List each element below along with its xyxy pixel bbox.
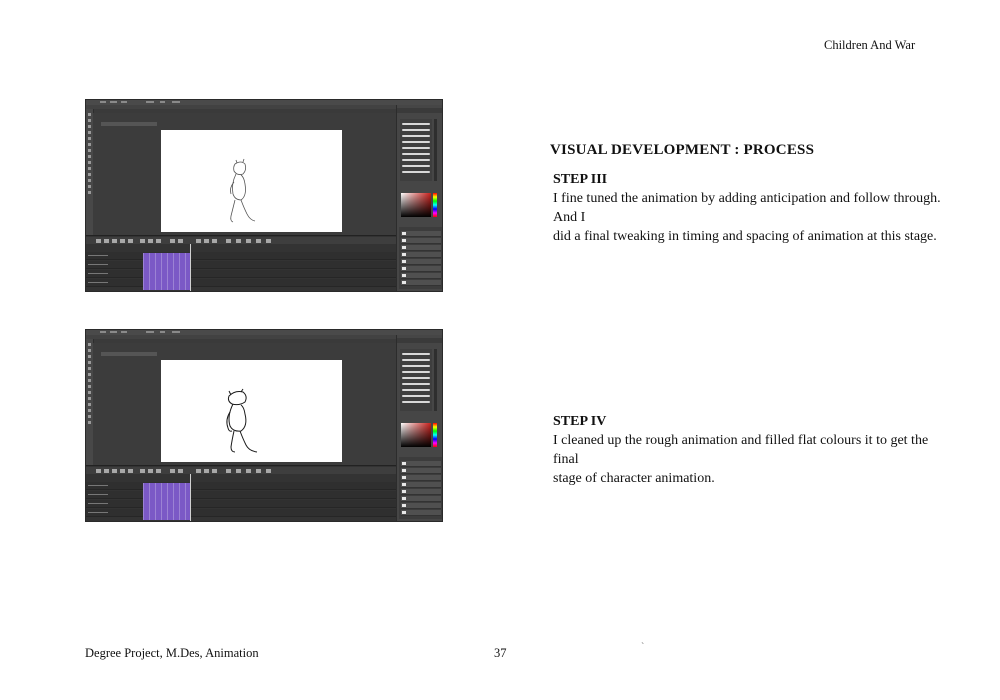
step-4-description — [553, 431, 953, 488]
right-panel — [396, 105, 443, 292]
timeline-panel — [86, 235, 396, 292]
step-4-line-2: stage of character animation. — [553, 471, 715, 486]
step-3-title: STEP III — [553, 172, 608, 187]
footer-mark: ` — [641, 642, 645, 653]
screenshot-step-4 — [85, 329, 443, 522]
character-sketch — [219, 158, 263, 226]
playhead — [190, 244, 191, 292]
right-panel — [396, 335, 443, 522]
timeline-frames — [143, 483, 191, 520]
step-4-line-1: I cleaned up the rough animation and filled flat colours it to get the final — [553, 433, 929, 467]
layers-panel — [399, 457, 443, 519]
step-3-description — [553, 189, 953, 246]
screenshot-step-3 — [85, 99, 443, 292]
footer-degree: Degree Project, M.Des, Animation — [85, 646, 259, 660]
color-picker — [401, 423, 431, 447]
character-sketch — [217, 386, 265, 456]
layers-panel — [399, 227, 443, 289]
options-bar — [86, 105, 442, 109]
brush-presets — [400, 349, 432, 411]
timeline-panel — [86, 465, 396, 522]
timeline-controls — [86, 467, 396, 474]
canvas — [161, 130, 342, 232]
hue-slider — [433, 423, 437, 447]
timeline-controls — [86, 237, 396, 244]
color-picker — [401, 193, 431, 217]
page-number: 37 — [494, 646, 507, 660]
step-3-line-1: I fine tuned the animation by adding anticipation and follow through. And I — [553, 191, 941, 225]
timeline-frames — [143, 253, 191, 290]
options-bar — [86, 335, 442, 339]
brush-presets — [400, 119, 432, 181]
workspace — [93, 343, 396, 465]
hue-slider — [433, 193, 437, 217]
step-4-title: STEP IV — [553, 414, 607, 429]
running-head: Children And War — [824, 38, 916, 52]
workspace — [93, 113, 396, 235]
section-heading: VISUAL DEVELOPMENT : PROCESS — [550, 142, 815, 158]
canvas — [161, 360, 342, 462]
step-3-line-2: did a final tweaking in timing and spacing of animation at this stage. — [553, 229, 937, 244]
playhead — [190, 474, 191, 522]
